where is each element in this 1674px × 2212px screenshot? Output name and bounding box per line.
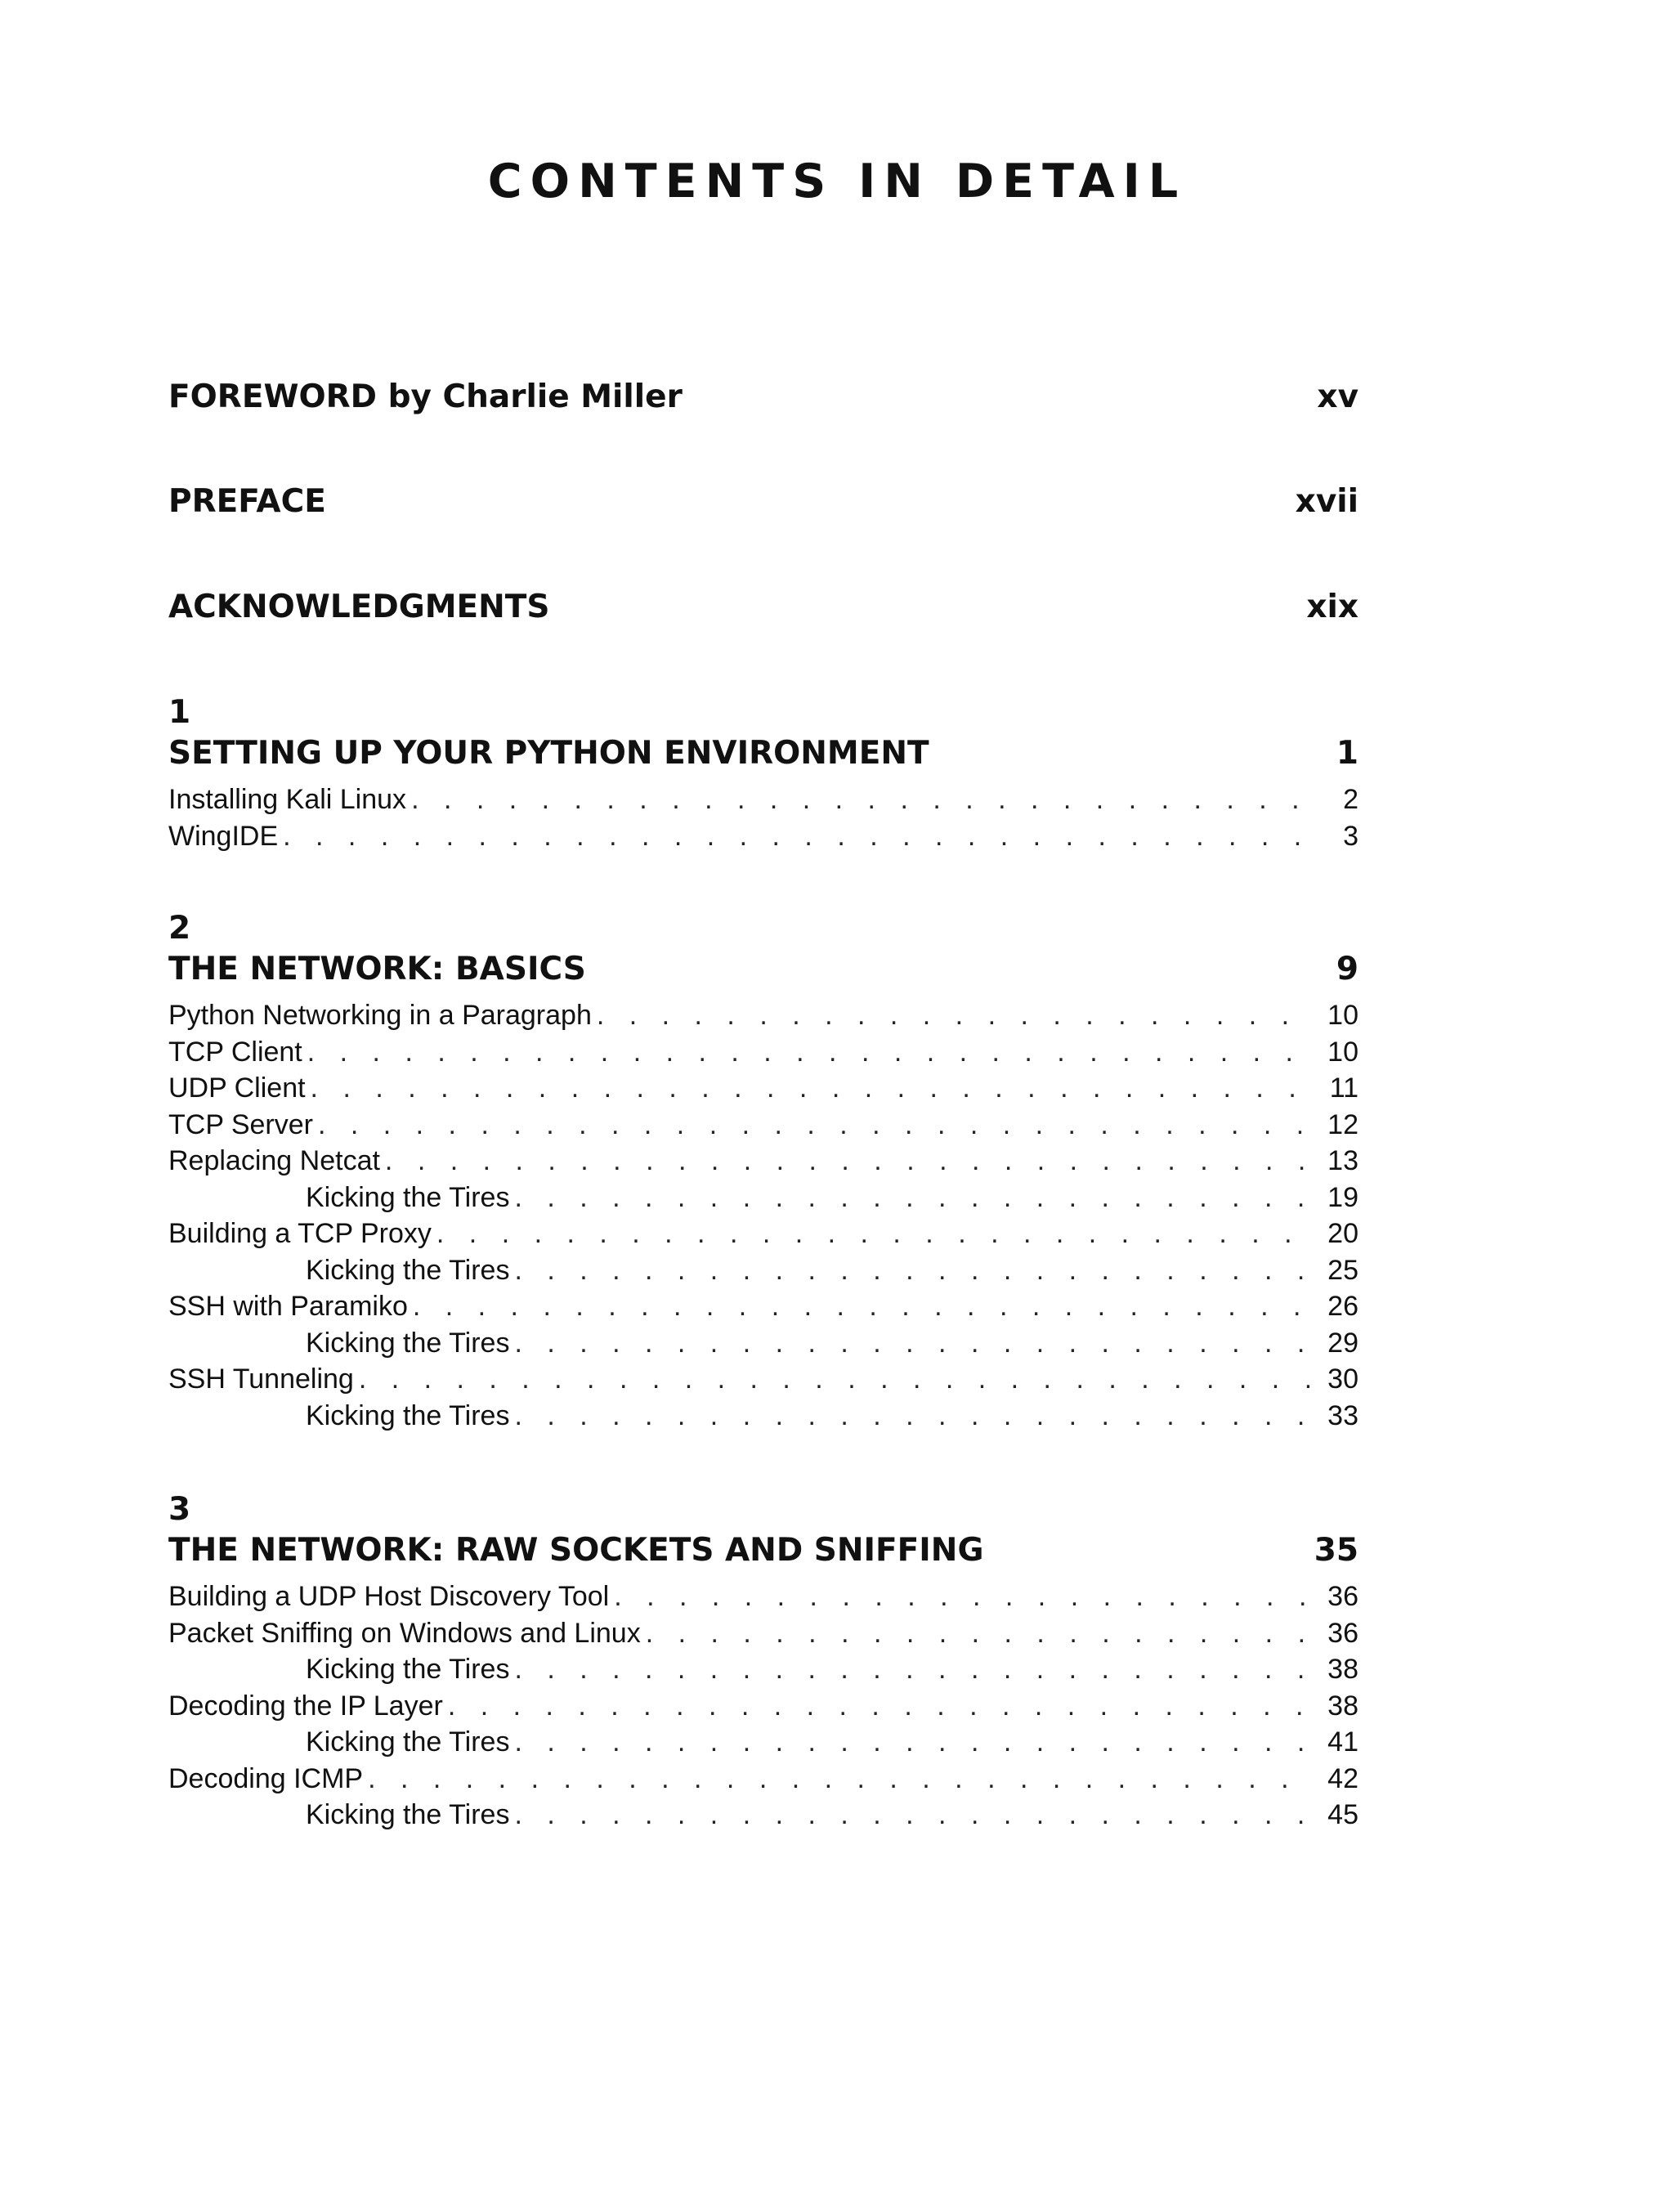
dot-leader [509, 1797, 1309, 1834]
dot-leader [278, 818, 1309, 855]
toc-entry[interactable] [168, 1216, 1358, 1252]
toc-entry-page: 29 [1327, 1327, 1358, 1359]
toc-entry[interactable] [168, 1761, 1358, 1798]
toc-entry[interactable] [168, 781, 1358, 818]
toc-entry[interactable] [168, 1288, 1358, 1325]
chapter-number: 3 [168, 1491, 191, 1528]
toc-entry-label: Kicking the Tires [306, 1654, 510, 1685]
toc-entry[interactable] [168, 1361, 1358, 1398]
toc-entry-page: 10 [1327, 1000, 1358, 1031]
toc-entry-page: 30 [1327, 1363, 1358, 1395]
toc-entry[interactable] [168, 1688, 1358, 1725]
toc-entry-page: 26 [1327, 1291, 1358, 1322]
toc-entry-page: 20 [1327, 1218, 1358, 1249]
chapter-1 [168, 693, 1358, 854]
toc-entry[interactable] [168, 1107, 1358, 1144]
toc-entry-page: 10 [1327, 1036, 1358, 1068]
dot-leader [313, 1107, 1309, 1144]
toc-preface-page: xvii [1295, 483, 1358, 520]
toc-entry-label: Kicking the Tires [306, 1181, 510, 1213]
page-title: CONTENTS IN DETAIL [487, 154, 1187, 208]
chapter-page: 1 [1336, 735, 1358, 772]
toc-subentry[interactable] [168, 1252, 1358, 1289]
chapter-heading[interactable] [168, 948, 1358, 992]
toc-entry-label: Kicking the Tires [306, 1399, 510, 1431]
dot-leader [354, 1361, 1309, 1398]
toc-entry[interactable] [168, 1615, 1358, 1652]
toc-subentry[interactable] [168, 1325, 1358, 1362]
dot-leader [380, 1143, 1309, 1180]
toc-entry-label: Python Networking in a Paragraph [168, 1000, 592, 1031]
dot-leader [509, 1325, 1309, 1362]
toc-entry-label: Packet Sniffing on Windows and Linux [168, 1617, 641, 1649]
toc-entry-label: TCP Client [168, 1036, 302, 1068]
dot-leader [509, 1724, 1309, 1761]
toc-entry-page: 11 [1329, 1072, 1358, 1104]
dot-leader [509, 1398, 1309, 1435]
toc-entry-label: SSH Tunneling [168, 1363, 354, 1395]
toc-entry-label: UDP Client [168, 1072, 306, 1104]
toc-preface[interactable] [168, 479, 1358, 525]
dot-leader [641, 1615, 1309, 1652]
toc-entry-page: 12 [1327, 1108, 1358, 1140]
toc-entry-page: 36 [1327, 1617, 1358, 1649]
toc-acknowledgments-label: ACKNOWLEDGMENTS [168, 589, 550, 625]
dot-leader [363, 1761, 1309, 1798]
toc-entry[interactable] [168, 818, 1358, 855]
dot-leader [443, 1688, 1309, 1725]
dot-leader [306, 1070, 1309, 1107]
toc-entry-label: SSH with Paramiko [168, 1291, 408, 1322]
chapter-title: THE NETWORK: RAW SOCKETS AND SNIFFING [168, 1532, 984, 1569]
toc-entry-page: 42 [1327, 1762, 1358, 1794]
toc-acknowledgments-page: xix [1306, 589, 1358, 625]
toc-entry-page: 3 [1343, 820, 1358, 852]
toc-entry[interactable] [168, 1143, 1358, 1180]
toc-entry-page: 36 [1327, 1581, 1358, 1612]
toc-entry-label: Building a UDP Host Discovery Tool [168, 1581, 610, 1612]
chapter-title: SETTING UP YOUR PYTHON ENVIRONMENT [168, 735, 929, 772]
toc-entry-label: Kicking the Tires [306, 1327, 510, 1359]
chapter-3 [168, 1490, 1358, 1834]
toc-entry-page: 33 [1327, 1399, 1358, 1431]
toc-entry[interactable] [168, 997, 1358, 1034]
toc-entry-label: Kicking the Tires [306, 1254, 510, 1286]
toc-entry-page: 41 [1327, 1726, 1358, 1758]
toc-entry-label: Replacing Netcat [168, 1145, 380, 1176]
chapter-number: 1 [168, 694, 191, 731]
toc-entry-label: Kicking the Tires [306, 1726, 510, 1758]
chapter-2 [168, 909, 1358, 1434]
toc-entry-page: 19 [1327, 1181, 1358, 1213]
toc-entry[interactable] [168, 1070, 1358, 1107]
dot-leader [609, 1578, 1309, 1615]
chapter-page: 35 [1314, 1532, 1358, 1569]
dot-leader [509, 1180, 1309, 1216]
dot-leader [302, 1034, 1309, 1071]
toc-entry[interactable] [168, 1034, 1358, 1071]
toc-entry-page: 38 [1327, 1654, 1358, 1685]
toc-entry-page: 13 [1327, 1145, 1358, 1176]
toc-entry-label: Kicking the Tires [306, 1799, 510, 1830]
toc-subentry[interactable] [168, 1724, 1358, 1761]
toc-entry[interactable] [168, 1578, 1358, 1615]
dot-leader [432, 1216, 1309, 1252]
toc-entry-label: WingIDE [168, 820, 279, 852]
toc-acknowledgments[interactable] [168, 584, 1358, 630]
dot-leader [406, 781, 1309, 818]
toc-foreword-page: xv [1317, 378, 1358, 415]
chapter-title: THE NETWORK: BASICS [168, 951, 586, 987]
toc-subentry[interactable] [168, 1797, 1358, 1834]
toc-entry-page: 25 [1327, 1254, 1358, 1286]
chapter-heading[interactable] [168, 1529, 1358, 1574]
toc-entry-page: 45 [1327, 1799, 1358, 1830]
chapter-heading[interactable] [168, 732, 1358, 777]
toc-subentry[interactable] [168, 1398, 1358, 1435]
toc-foreword[interactable] [168, 374, 1358, 420]
toc-subentry[interactable] [168, 1651, 1358, 1688]
toc-subentry[interactable] [168, 1180, 1358, 1216]
dot-leader [509, 1651, 1309, 1688]
toc-entry-page: 38 [1327, 1690, 1358, 1722]
toc-foreword-label: FOREWORD by Charlie Miller [168, 378, 683, 415]
toc-entry-label: Decoding ICMP [168, 1762, 364, 1794]
toc-entry-page: 2 [1343, 784, 1358, 815]
toc-entry-label: Building a TCP Proxy [168, 1218, 432, 1249]
toc-entry-label: Installing Kali Linux [168, 784, 407, 815]
chapter-page: 9 [1336, 951, 1358, 987]
dot-leader [408, 1288, 1309, 1325]
dot-leader [509, 1252, 1309, 1289]
toc-preface-label: PREFACE [168, 483, 326, 520]
toc-entry-label: TCP Server [168, 1108, 313, 1140]
dot-leader [592, 997, 1309, 1034]
chapter-number: 2 [168, 910, 191, 947]
toc-entry-label: Decoding the IP Layer [168, 1690, 443, 1722]
